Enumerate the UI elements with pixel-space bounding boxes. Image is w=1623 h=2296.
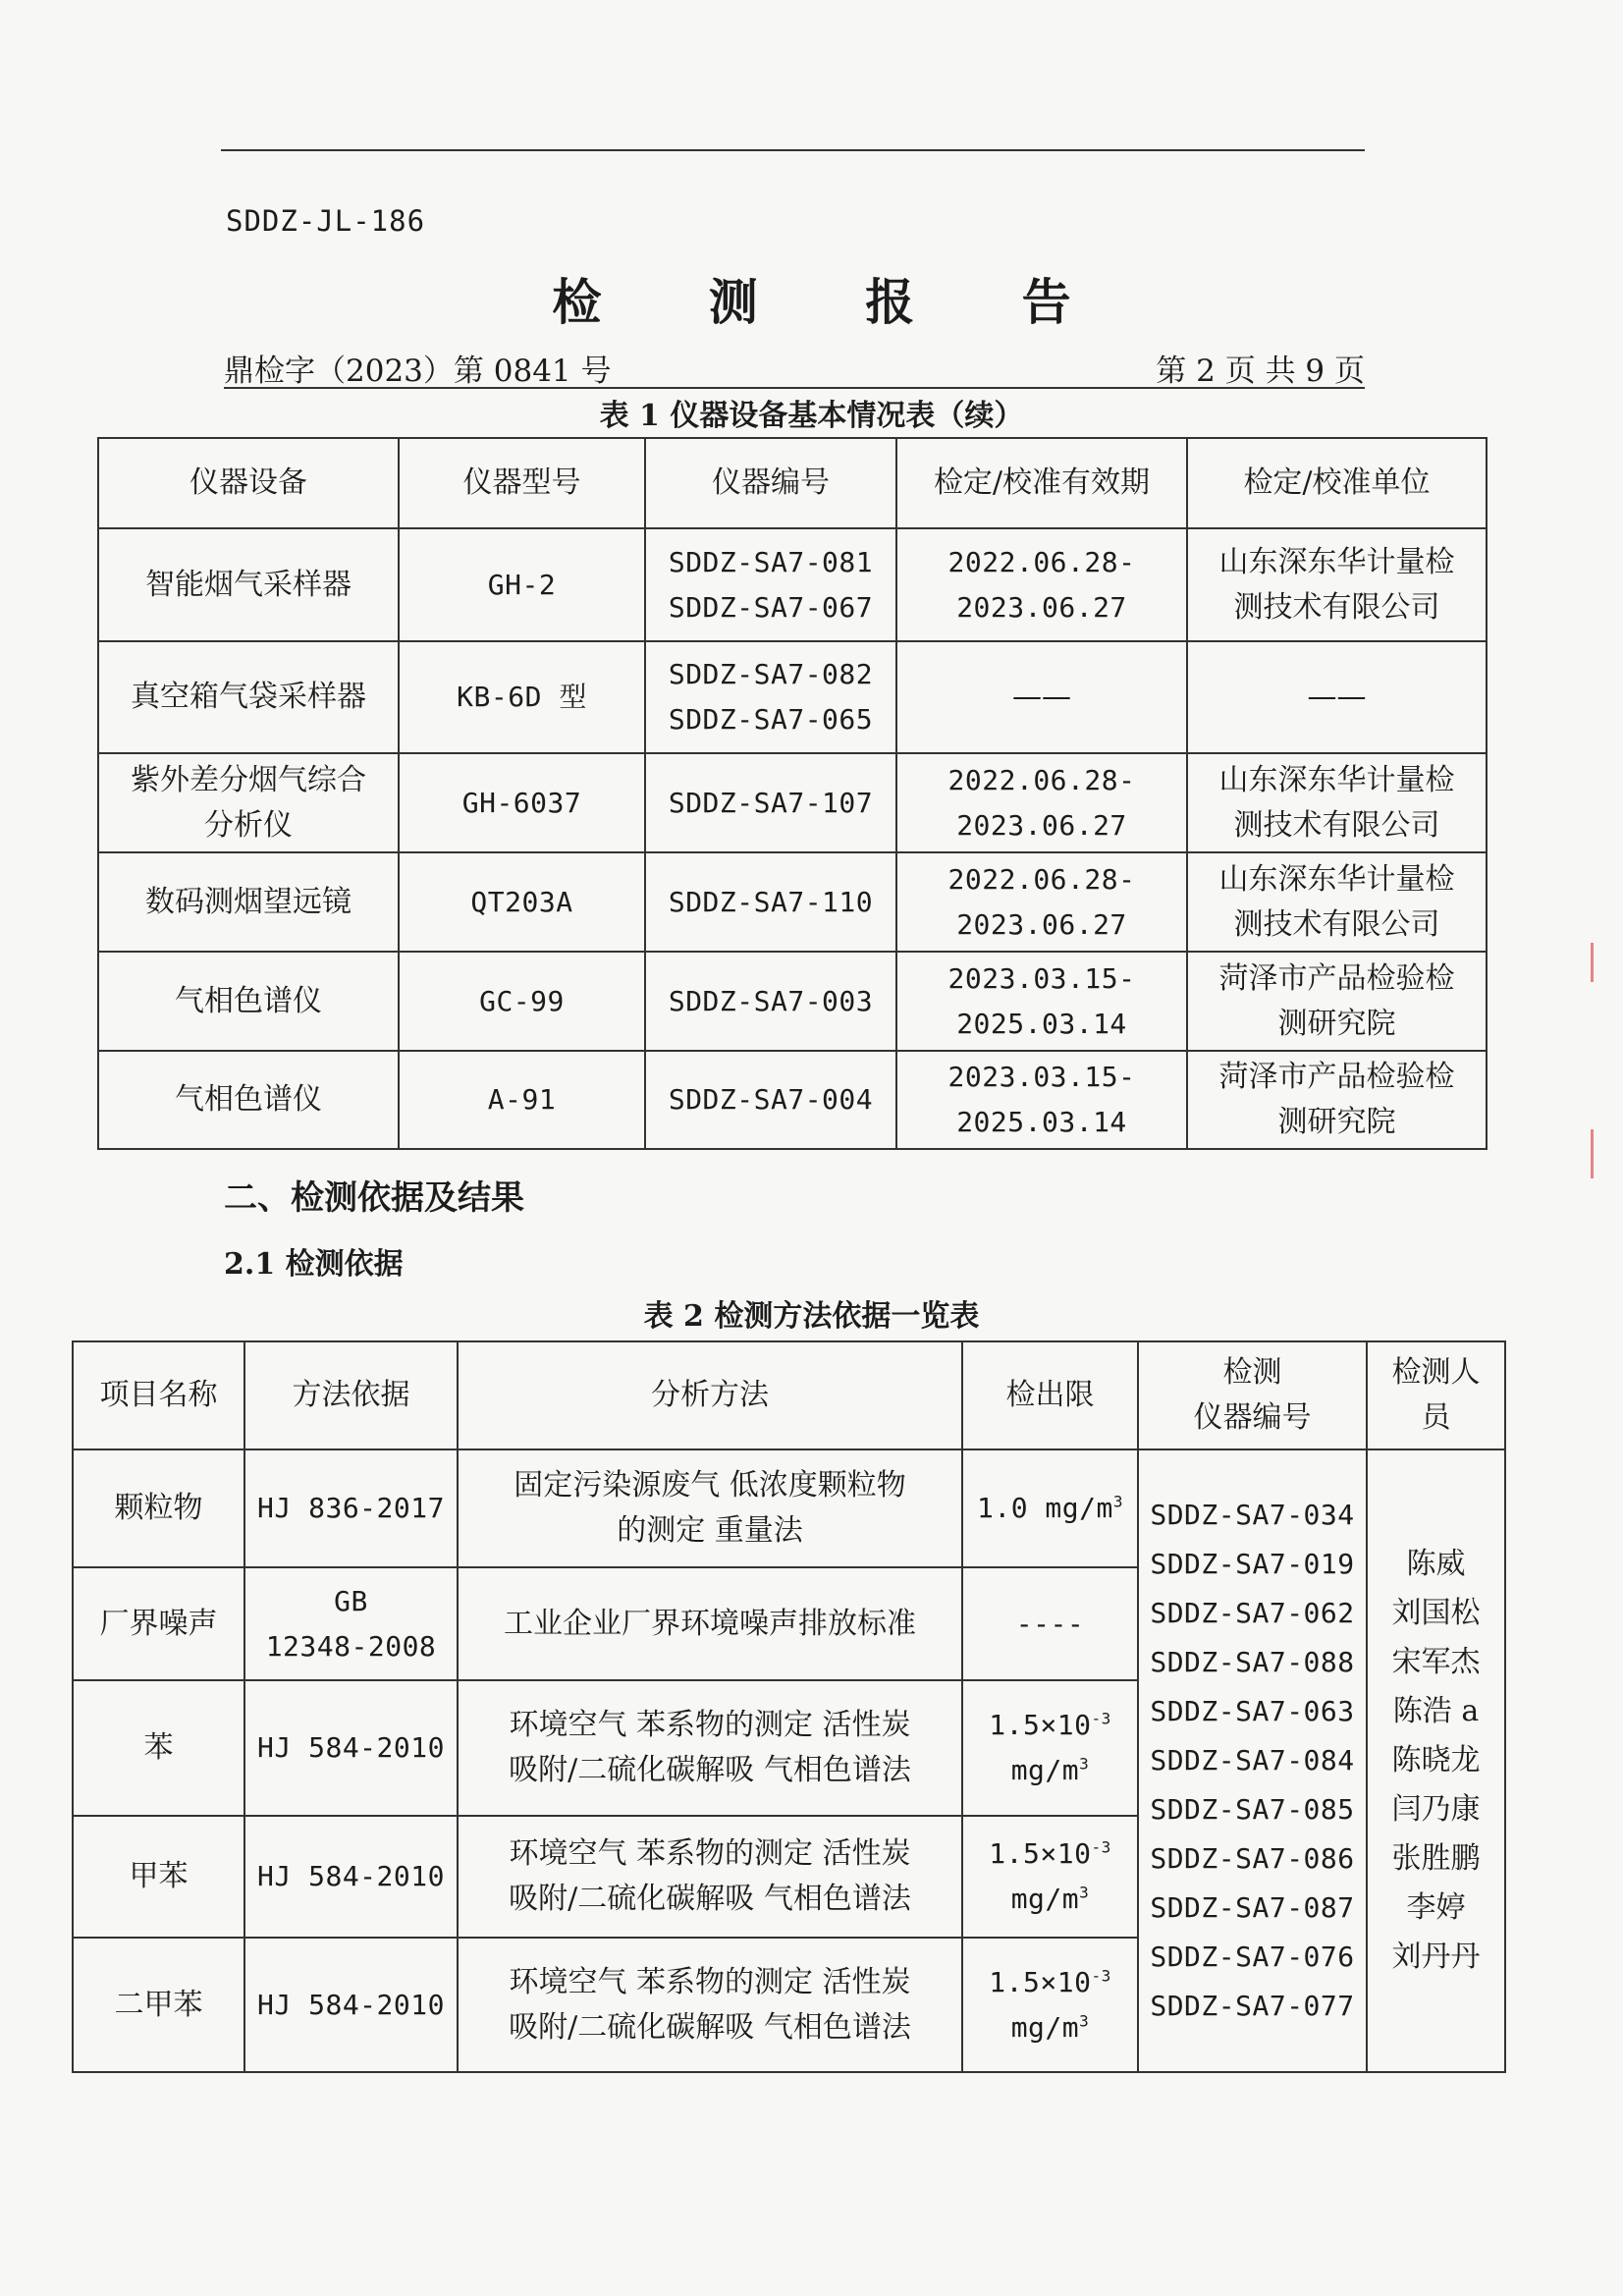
instrument-name: 紫外差分烟气综合 分析仪 (98, 753, 399, 852)
instrument-id: SDDZ-SA7-086 (1150, 1842, 1355, 1875)
instrument-id: SDDZ-SA7-088 (1150, 1646, 1355, 1678)
subsection-heading: 2.1 检测依据 (224, 1247, 404, 1282)
table2-caption: 表 2 检测方法依据一览表 (643, 1299, 980, 1334)
instrument-id: SDDZ-SA7-087 (1150, 1891, 1355, 1924)
instrument-name: 气相色谱仪 (98, 952, 399, 1051)
instrument-model: GC-99 (399, 952, 645, 1051)
person-name: 陈浩 a (1392, 1694, 1480, 1728)
calibration-unit: 山东深东华计量检 测技术有限公司 (1187, 753, 1487, 852)
analysis-method: 环境空气 苯系物的测定 活性炭 吸附/二硫化碳解吸 气相色谱法 (458, 1938, 962, 2072)
seal-mark (1561, 1129, 1594, 1178)
method-basis: HJ 584-2010 (244, 1816, 458, 1938)
calibration-unit: 山东深东华计量检 测技术有限公司 (1187, 528, 1487, 641)
header-cell: 检定/校准有效期 (896, 438, 1187, 528)
person-name: 宋军杰 (1391, 1645, 1481, 1679)
instrument-id: SDDZ-SA7-034 (1150, 1499, 1355, 1531)
seal-mark (1561, 943, 1594, 982)
table-header-row (73, 1341, 1505, 1449)
instrument-id: SDDZ-SA7-062 (1150, 1597, 1355, 1629)
analysis-method: 环境空气 苯系物的测定 活性炭 吸附/二硫化碳解吸 气相色谱法 (458, 1816, 962, 1938)
validity-period: —— (896, 641, 1187, 753)
analysis-method: 固定污染源废气 低浓度颗粒物 的测定 重量法 (458, 1449, 962, 1567)
page-indicator: 第 2 页 共 9 页 (1156, 354, 1365, 389)
person-name: 刘国松 (1391, 1596, 1481, 1630)
person-name: 张胜鹏 (1391, 1841, 1481, 1876)
item-name: 甲苯 (73, 1816, 244, 1938)
method-basis: HJ 584-2010 (244, 1680, 458, 1816)
table-row (73, 1449, 1505, 1567)
calibration-unit: —— (1187, 641, 1487, 753)
instrument-id: SDDZ-SA7-063 (1150, 1695, 1355, 1727)
header-cell: 项目名称 (73, 1341, 244, 1449)
method-basis: GB 12348-2008 (244, 1567, 458, 1680)
instrument-model: QT203A (399, 852, 645, 952)
table-row (98, 753, 1487, 852)
header-cell: 仪器设备 (98, 438, 399, 528)
header-cell: 方法依据 (244, 1341, 458, 1449)
method-table (72, 1340, 1506, 2073)
header-cell: 检测 仪器编号 (1138, 1341, 1367, 1449)
table-row (98, 952, 1487, 1051)
calibration-unit: 菏泽市产品检验检 测研究院 (1187, 952, 1487, 1051)
header-cell: 分析方法 (458, 1341, 962, 1449)
instrument-ids: SDDZ-SA7-107 (645, 753, 896, 852)
analysis-method: 工业企业厂界环境噪声排放标准 (458, 1567, 962, 1680)
report-title: 检 测 报 告 (552, 273, 1116, 331)
table1-caption: 表 1 仪器设备基本情况表（续） (599, 399, 1024, 433)
table-row (98, 528, 1487, 641)
validity-period: 2023.03.15- 2025.03.14 (896, 1051, 1187, 1149)
person-name: 李婷 (1406, 1890, 1466, 1925)
validity-period: 2022.06.28- 2023.06.27 (896, 753, 1187, 852)
header-cell: 检定/校准单位 (1187, 438, 1487, 528)
header-cell: 仪器型号 (399, 438, 645, 528)
document-code: SDDZ-JL-186 (226, 204, 426, 238)
detection-limit: ---- (962, 1567, 1138, 1680)
instrument-name: 智能烟气采样器 (98, 528, 399, 641)
instrument-id: SDDZ-SA7-084 (1150, 1744, 1355, 1777)
table-header-row (98, 438, 1487, 528)
person-name: 陈威 (1406, 1547, 1466, 1581)
instrument-ids: SDDZ-SA7-110 (645, 852, 896, 952)
header-cell: 仪器编号 (645, 438, 896, 528)
instrument-ids: SDDZ-SA7-082 SDDZ-SA7-065 (645, 641, 896, 753)
item-name: 颗粒物 (73, 1449, 244, 1567)
instrument-name: 数码测烟望远镜 (98, 852, 399, 952)
instrument-ids: SDDZ-SA7-003 (645, 952, 896, 1051)
table-row (98, 641, 1487, 753)
detection-limit: 1.0 $mg/m^3$ (962, 1449, 1138, 1567)
header-rule (221, 149, 1365, 151)
person-name: 陈晓龙 (1391, 1743, 1481, 1777)
instrument-name: 气相色谱仪 (98, 1051, 399, 1149)
instrument-model: A-91 (399, 1051, 645, 1149)
instrument-model: KB-6D 型 (399, 641, 645, 753)
instrument-id: SDDZ-SA7-076 (1150, 1941, 1355, 1973)
instrument-name: 真空箱气袋采样器 (98, 641, 399, 753)
instrument-id: SDDZ-SA7-077 (1150, 1990, 1355, 2022)
detection-limit: $1.5\times 10^{-3}$ $mg/m^3$ (962, 1816, 1138, 1938)
method-basis: HJ 836-2017 (244, 1449, 458, 1567)
item-name: 苯 (73, 1680, 244, 1816)
item-name: 厂界噪声 (73, 1567, 244, 1680)
validity-period: 2023.03.15- 2025.03.14 (896, 952, 1187, 1051)
instrument-model: GH-6037 (399, 753, 645, 852)
validity-period: 2022.06.28- 2023.06.27 (896, 528, 1187, 641)
detection-limit: $1.5\times 10^{-3}$ $mg/m^3$ (962, 1938, 1138, 2072)
calibration-unit: 菏泽市产品检验检 测研究院 (1187, 1051, 1487, 1149)
table-row (98, 852, 1487, 952)
item-name: 二甲苯 (73, 1938, 244, 2072)
instrument-id: SDDZ-SA7-019 (1150, 1548, 1355, 1580)
instrument-id: SDDZ-SA7-085 (1150, 1793, 1355, 1826)
calibration-unit: 山东深东华计量检 测技术有限公司 (1187, 852, 1487, 952)
detection-limit: $1.5\times 10^{-3}$ $mg/m^3$ (962, 1680, 1138, 1816)
analysis-method: 环境空气 苯系物的测定 活性炭 吸附/二硫化碳解吸 气相色谱法 (458, 1680, 962, 1816)
table-row (98, 1051, 1487, 1149)
header-cell: 检出限 (962, 1341, 1138, 1449)
instrument-table (97, 437, 1488, 1150)
personnel-list (1367, 1449, 1505, 2072)
instrument-ids: SDDZ-SA7-004 (645, 1051, 896, 1149)
instrument-id-list (1138, 1449, 1367, 2072)
section-heading: 二、检测依据及结果 (224, 1178, 524, 1218)
instrument-model: GH-2 (399, 528, 645, 641)
person-name: 刘丹丹 (1391, 1940, 1481, 1974)
report-reference-row (224, 344, 1365, 389)
header-cell: 检测人 员 (1367, 1341, 1505, 1449)
instrument-ids: SDDZ-SA7-081 SDDZ-SA7-067 (645, 528, 896, 641)
report-number: 鼎检字（2023）第 0841 号 (224, 354, 612, 389)
method-basis: HJ 584-2010 (244, 1938, 458, 2072)
validity-period: 2022.06.28- 2023.06.27 (896, 852, 1187, 952)
person-name: 闫乃康 (1391, 1792, 1481, 1827)
